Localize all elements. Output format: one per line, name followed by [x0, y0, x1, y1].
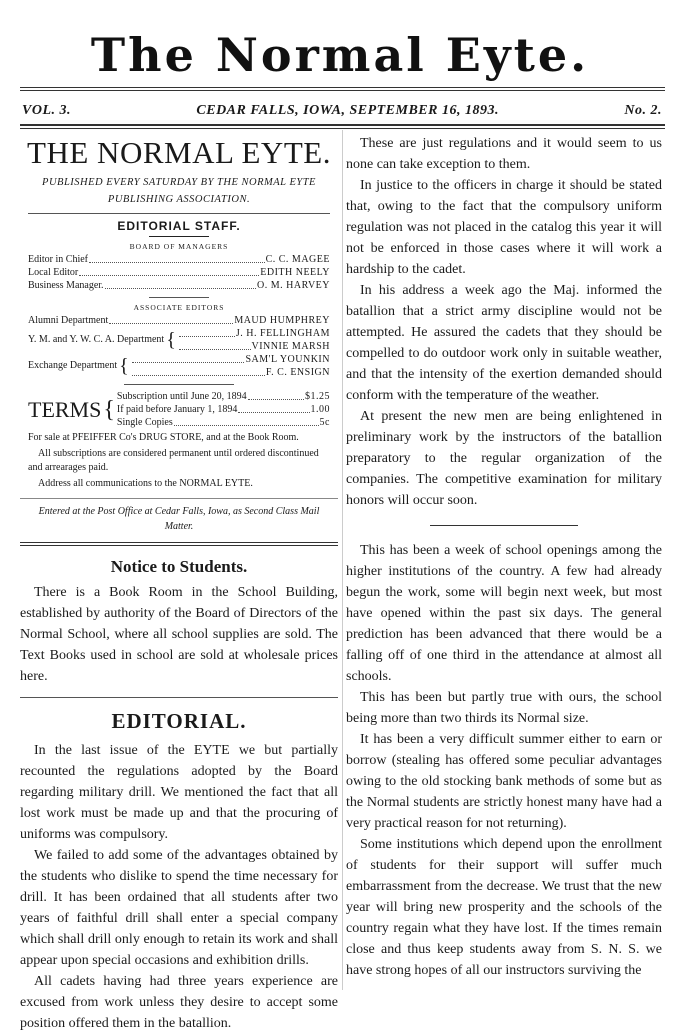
- term-item: Subscription until June 20, 1894: [116, 391, 247, 402]
- column-divider: [342, 130, 343, 990]
- editorial-section: [20, 708, 338, 1034]
- role: Editor in Chief: [28, 254, 88, 265]
- divider: [149, 236, 209, 237]
- for-sale-note: For sale at PFEIFFER Co's DRUG STORE, and at the Book Room.: [28, 432, 299, 443]
- managers-heading: BOARD OF MANAGERS: [129, 242, 229, 251]
- term-price: 1.00: [310, 404, 330, 415]
- editorial-paragraph: We failed to add some of the advantages obtained by the students who dislike to spend the time necessary for drill. It has been ordained that all students after two years of faithful drill shall enter a special company which shall drill only enough to retain its work and shall appear upon special occasions and exhibition drills.: [20, 848, 338, 968]
- notice-section: [20, 556, 338, 687]
- divider: [20, 697, 338, 698]
- divider: [28, 213, 330, 214]
- masthead-title: The Normal Eyte.: [90, 28, 590, 82]
- divider: [20, 90, 665, 91]
- place-date: CEDAR FALLS, IOWA, SEPTEMBER 16, 1893.: [196, 103, 499, 118]
- editorial-paragraph: All cadets having had three years experience are excused from work unless they desire to accept some position offered them in the batallion.: [20, 974, 338, 1031]
- name: C. C. MAGEE: [265, 254, 330, 265]
- article-paragraph: This has been a week of school openings among the higher institutions of the country. A few had already begun the work, some will begin next week, but most have opened within the past six days. The general prediction has been advanced that there would be a falling off of one third in the attendance at almost all schools.: [346, 543, 662, 684]
- divider: [430, 525, 578, 526]
- brace: {: [119, 355, 129, 377]
- divider: [20, 545, 338, 546]
- paper-title: THE NORMAL EYTE.: [27, 135, 331, 170]
- terms-block: [20, 390, 338, 429]
- role: Exchange Department: [28, 360, 118, 371]
- staff-row: [28, 327, 330, 353]
- article-paragraph: This has been but partly true with ours, the school being more than two thirds its Normal size.: [346, 690, 662, 726]
- brace: {: [103, 396, 115, 423]
- name: J. H. FELLINGHAM: [235, 328, 330, 339]
- brace: {: [166, 329, 176, 351]
- subscriptions-note: All subscriptions are considered permanent until ordered discontinued and arrearages paid.: [28, 448, 319, 473]
- editorial-paragraph: In the last issue of the EYTE we but partially recounted the regulations adopted by the Board regarding military drill. We mentioned the fact that all lost work must be made up and that the procuring of uniforms was compulsory.: [20, 743, 338, 842]
- term-item: Single Copies: [116, 417, 173, 428]
- divider: [20, 128, 665, 129]
- divider: [149, 297, 209, 298]
- term-price: $1.25: [305, 391, 330, 402]
- article-paragraph: Some institutions which depend upon the enrollment of students for their support will suffer much embarrassment from the decrease. We trust that the new year will bring new prosperity and the schools of the country regain what they have lost. If the times remain close and thus keep students away from S. N. S. we have strong hopes of all our instructors surviving the: [346, 837, 662, 978]
- staff-row: [28, 314, 330, 327]
- divider: [20, 124, 665, 126]
- terms-label: TERMS: [28, 396, 102, 422]
- publisher-line: PUBLISHING ASSOCIATION.: [107, 194, 251, 205]
- managers-list: [20, 253, 338, 292]
- name: MAUD HUMPHREY: [234, 315, 330, 326]
- publisher-line: PUBLISHED EVERY SATURDAY BY THE NORMAL EYTE: [42, 177, 316, 188]
- associates-heading: ASSOCIATE EDITORS: [133, 303, 225, 312]
- right-column: [346, 133, 662, 981]
- right-column-top: [346, 133, 662, 511]
- divider: [20, 87, 665, 88]
- staff-heading: EDITORIAL STAFF.: [117, 219, 241, 233]
- left-column: [20, 134, 338, 1034]
- name: EDITH NEELY: [260, 267, 330, 278]
- address-note: Address all communications to the NORMAL EYTE.: [38, 478, 253, 489]
- role: Business Manager.: [28, 280, 104, 291]
- entered-note: Entered at the Post Office at Cedar Falls, Iowa, as Second Class Mail Matter.: [38, 506, 320, 532]
- role: Alumni Department: [28, 315, 109, 326]
- article-paragraph: In justice to the officers in charge it should be stated that, owing to the fact that the compulsory uniform regulation was not placed in the catalog this year it will not be enforced in those cases where it will work a hardship to the cadet.: [346, 178, 662, 277]
- dateline: [22, 102, 662, 120]
- article-paragraph: These are just regulations and it would seem to us none can take exception to them.: [346, 136, 662, 172]
- staff-row: [28, 353, 330, 379]
- divider: [20, 542, 338, 543]
- article-paragraph: In his address a week ago the Maj. informed the batallion that a strict army discipline would not be attempted. He assured the cadets that they should be compelled to do outdoor work only in suitable weather, and that the intensity of the exertion demanded should conform with the temperature of the weather.: [346, 283, 662, 403]
- right-column-bottom: [346, 540, 662, 981]
- divider: [20, 498, 338, 499]
- role: Local Editor: [28, 267, 79, 278]
- notice-heading: Notice to Students.: [110, 557, 248, 576]
- editorial-heading: EDITORIAL.: [111, 709, 247, 733]
- article-paragraph: It has been a very difficult summer either to earn or borrow (stealing has offered some peculiar advantages owing to the old stocking bank methods of some but as the Normal students are strictly honest many have had a very practical reason for not returning).: [346, 732, 662, 831]
- issue-number: No. 2.: [624, 103, 662, 118]
- term-item: If paid before January 1, 1894: [116, 404, 238, 415]
- terms-row: [117, 390, 330, 403]
- name: O. M. HARVEY: [257, 280, 330, 291]
- divider: [124, 384, 234, 385]
- role: Y. M. and Y. W. C. A. Department: [28, 334, 165, 345]
- associates-list: [20, 314, 338, 379]
- name: SAM'L YOUNKIN: [245, 354, 330, 365]
- terms-row: [117, 403, 330, 416]
- volume: VOL. 3.: [22, 103, 71, 118]
- name: VINNIE MARSH: [251, 341, 330, 352]
- staff-row: [28, 253, 330, 266]
- staff-row: [28, 279, 330, 292]
- article-paragraph: At present the new men are being enlightened in preliminary work by the instructors of the batallion preparatory to the regular organization of the companies. The competitive examination for military honors will occur soon.: [346, 409, 662, 508]
- terms-row: [117, 416, 330, 429]
- notice-text: There is a Book Room in the School Building, established by authority of the Board of Directors of the Normal School, where all school supplies are sold. The Text Books used in school are sold at wholesale prices here.: [20, 585, 338, 684]
- term-price: 5c: [319, 417, 330, 428]
- staff-row: [28, 266, 330, 279]
- name: F. C. ENSIGN: [265, 367, 330, 378]
